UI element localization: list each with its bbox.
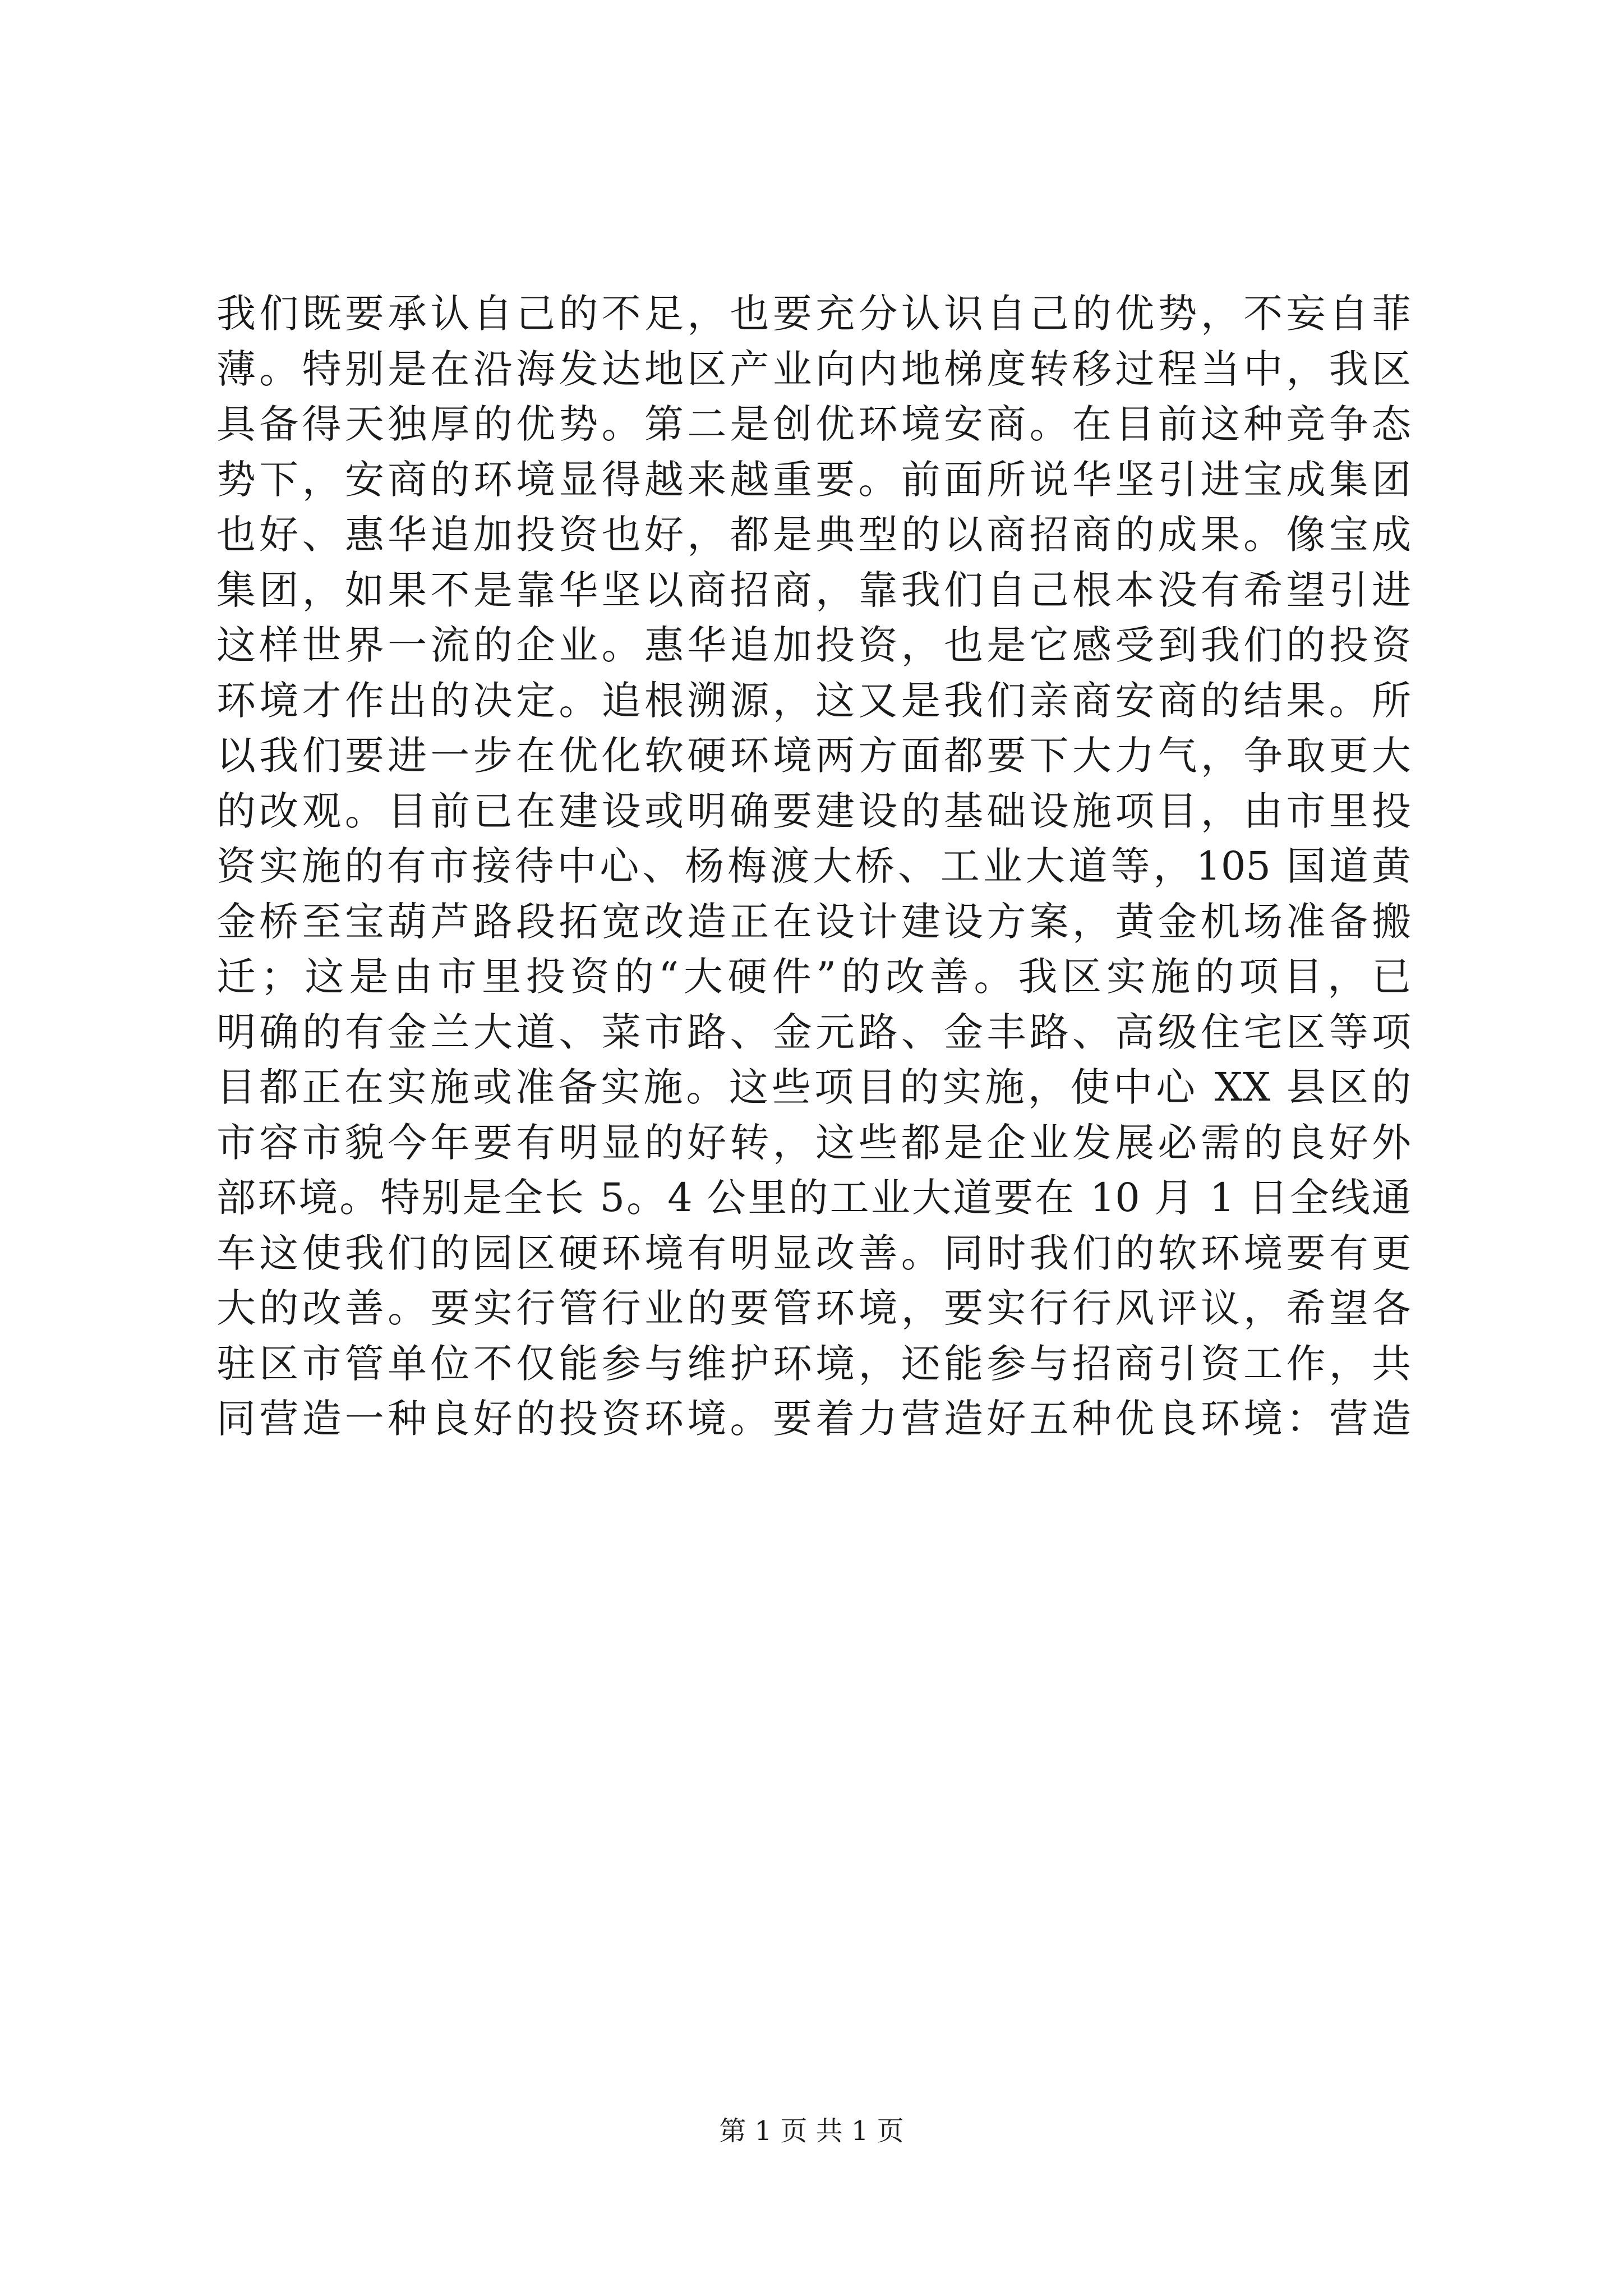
text-line: 资实施的有市接待中心、杨梅渡大桥、工业大道等，105 国道黄 — [216, 843, 1411, 889]
text-line: 目都正在实施或准备实施。这些项目的实施，使中心 XX 县区的 — [216, 1064, 1411, 1110]
body-text — [216, 286, 1411, 1447]
page-footer: 第 1 页 共 1 页 — [719, 2115, 904, 2147]
text-line: 车这使我们的园区硬环境有明显改善。同时我们的软环境要有更 — [216, 1230, 1411, 1276]
text-line: 市容市貌今年要有明显的好转，这些都是企业发展必需的良好外 — [216, 1119, 1411, 1166]
text-line: 我们既要承认自己的不足，也要充分认识自己的优势，不妄自菲 — [216, 291, 1411, 337]
text-line: 明确的有金兰大道、菜市路、金元路、金丰路、高级住宅区等项 — [216, 1009, 1411, 1055]
text-line: 也好、惠华追加投资也好，都是典型的以商招商的成果。像宝成 — [216, 512, 1411, 558]
text-line: 环境才作出的决定。追根溯源，这又是我们亲商安商的结果。所 — [216, 677, 1411, 724]
text-line: 这样世界一流的企业。惠华追加投资，也是它感受到我们的投资 — [216, 622, 1411, 668]
text-line: 大的改善。要实行管行业的要管环境，要实行行风评议，希望各 — [216, 1285, 1411, 1331]
text-line: 薄。特别是在沿海发达地区产业向内地梯度转移过程当中，我区 — [216, 346, 1411, 392]
text-line: 迁；这是由市里投资的“大硬件”的改善。我区实施的项目，已 — [216, 954, 1411, 1000]
text-line: 同营造一种良好的投资环境。要着力营造好五种优良环境：营造 — [216, 1396, 1411, 1442]
text-line: 的改观。目前已在建设或明确要建设的基础设施项目，由市里投 — [216, 788, 1411, 834]
text-line: 势下，安商的环境显得越来越重要。前面所说华坚引进宝成集团 — [216, 456, 1411, 503]
text-line: 驻区市管单位不仅能参与维护环境，还能参与招商引资工作，共 — [216, 1340, 1411, 1387]
text-line: 部环境。特别是全长 5。4 公里的工业大道要在 10 月 1 日全线通 — [216, 1175, 1411, 1221]
text-line: 金桥至宝葫芦路段拓宽改造正在设计建设方案，黄金机场准备搬 — [216, 898, 1411, 945]
text-line: 集团，如果不是靠华坚以商招商，靠我们自己根本没有希望引进 — [216, 567, 1411, 613]
text-line: 具备得天独厚的优势。第二是创优环境安商。在目前这种竞争态 — [216, 401, 1411, 447]
text-line: 以我们要进一步在优化软硬环境两方面都要下大力气，争取更大 — [216, 733, 1411, 779]
